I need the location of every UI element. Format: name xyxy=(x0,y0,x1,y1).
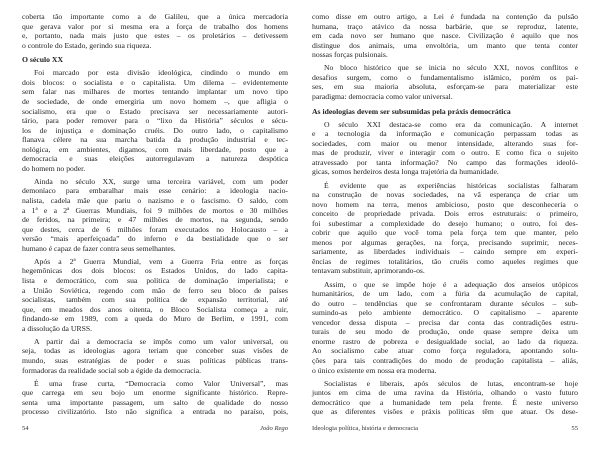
text-line: e, portanto, nada mais justo que estes – os proletários – detivessem xyxy=(22,31,288,41)
text-line: seja, todas as ideologias agora teriam que conceber suas visões de xyxy=(22,346,288,356)
paragraph xyxy=(312,280,578,375)
running-head-author: João Rego xyxy=(259,425,288,432)
text-line: do homem no poder. xyxy=(22,163,86,173)
text-line: de feridos, na primeira; e 47 milhões de mortos, na segunda, sendo xyxy=(22,215,288,225)
text-line: A partir daí a democracia se impôs como um valor universal, ou xyxy=(34,336,288,346)
right-page-footer xyxy=(312,425,578,432)
section-heading: O século XX xyxy=(22,55,63,65)
text-line: versão “mais aperfeiçoada” do inferno e da bestialidade que o ser xyxy=(22,234,288,244)
text-line: foi subestimar a complexidade do desejo humano; o outro, foi des- xyxy=(312,218,578,228)
text-line: que carrega em seu bojo um enorme significante histórico. Repre- xyxy=(22,388,288,398)
paragraph xyxy=(312,181,578,276)
text-line: No bloco histórico que se inicia no século XXI, novos conflitos e xyxy=(324,63,578,73)
text-line: que as diferentes visões e práxis políticas têm que atuar. Os dese- xyxy=(312,407,578,417)
paragraph xyxy=(22,177,288,253)
text-line: como disse em outro artigo, a Lei é fundada na contenção da pulsão xyxy=(312,12,578,21)
text-line: Assim, o que se impõe hoje é a adequação dos anseios utópicos xyxy=(324,279,578,289)
paragraph xyxy=(312,379,578,417)
text-line: a 1ª e a 2ª Guerras Mundiais, foi 9 milhões de mortos e 30 milhões xyxy=(22,205,288,215)
text-line: o único existente em nossa era moderna. xyxy=(312,365,437,375)
text-line: gicas, somos herdeiros desta longa trajetória da humanidade. xyxy=(312,167,499,177)
text-line: coberta tão importante como a de Galileu, que a única mercadoria xyxy=(22,12,288,21)
text-line: findando-se em 1989, com a queda do Muro de Berlim, e 1991, com xyxy=(22,314,288,324)
text-line: de sociedade, de onde emergiria um novo homem –, que afligia o xyxy=(22,96,288,106)
text-line: Foi marcado por esta divisão ideológica, cindindo o mundo em xyxy=(34,68,288,78)
text-line: em cada novo ser humano que nasce. Civilização é aquilo que nos xyxy=(312,31,578,41)
text-line: processo civilizatório. Isto não significa a entrada no paraíso, pois, xyxy=(22,407,288,417)
text-line: lista e democrático, com sua política de dominação imperialista; e xyxy=(22,276,288,285)
text-line: mundo, suas estratégias de poder e suas políticas públicas trans- xyxy=(22,355,288,365)
text-line: enorme rastro de pobreza e desigualdade social, ao lado da riqueza. xyxy=(312,336,578,346)
text-line: sem falar nas milhares de mortes tentando implantar um novo tipo xyxy=(22,87,288,97)
text-line: mas de produzir, viver e interagir com o outro. E como fica o sujeito xyxy=(312,148,578,158)
text-line: socialismo, era que o Estado precisava ser necessariamente autori- xyxy=(22,106,288,116)
paragraph xyxy=(22,257,288,333)
page-number: 54 xyxy=(22,425,29,432)
text-line: Ao socialismo cabe atuar como força reguladora, apontando solu- xyxy=(312,346,578,356)
text-line: nossas forças pulsionais. xyxy=(312,50,388,60)
text-line: ções para tais contradições do modo de produção capitalista – aliás, xyxy=(312,355,578,365)
text-line: los de injustiça e dominação cruéis. Do outro lado, o capitalismo xyxy=(22,125,288,135)
text-line: a União Soviética, regendo com mão de ferro seu bloco de países xyxy=(22,285,288,295)
text-line: vencedor dessa disputa – precisa dar conta das contradições estru- xyxy=(312,317,578,327)
text-line: que gerava valor por si mesma era a força de trabalho dos homens xyxy=(22,21,288,31)
text-line: a dissolução da URSS. xyxy=(22,323,93,333)
text-line: turais de seu modo de produção, onde quase sempre deixa um xyxy=(312,327,578,337)
section-heading: As ideologias devem ser subsumidas pela práxis democrática xyxy=(312,106,511,116)
continued-paragraph xyxy=(312,12,578,60)
paragraph xyxy=(22,379,288,417)
running-head-title: Ideologia política, história e democracia xyxy=(312,425,419,432)
text-line: ências de regimes totalitários, tão cruéis como aqueles regimes que xyxy=(312,256,578,266)
text-line: sumindo-as pelo ambiente democrático. O capitalismo – aparente xyxy=(312,308,578,318)
text-line: hegemônicas dos dois blocos: os Estados Unidos, do lado capita- xyxy=(22,266,288,276)
text-line: ses, em sua maioria absoluta, esforçam-se para materializar este xyxy=(312,82,578,92)
left-page-footer xyxy=(22,425,288,432)
text-line: e a tecnologia da informação e comunicação perpassam todas as xyxy=(312,129,578,139)
text-line: É uma frase curta, “Democracia como Valor Universal”, mas xyxy=(34,378,288,388)
text-line: formadoras da realidade social sob a égide da democracia. xyxy=(22,365,202,375)
text-line: humanitários, de um lado, com a fúria da acumulação de capital, xyxy=(312,289,578,299)
text-line: distingue dos animais, uma envoltória, um manto que tenta conter xyxy=(312,40,578,50)
text-line: demoníaco para embaralhar mais esse cenário: a ideologia nacio- xyxy=(22,186,288,196)
text-line: tentavam substituir, aprimorando-os. xyxy=(312,266,425,276)
text-line: É evidente que as experiências históricas socialistas falharam xyxy=(324,180,578,190)
page-number: 55 xyxy=(571,425,578,432)
text-line: menos por algumas gerações, na força, precisando suprimir, neces- xyxy=(312,237,578,247)
paragraph xyxy=(22,337,288,375)
text-line: cobrir que aquilo que você toma pela força tem que manter, pelo xyxy=(312,228,578,238)
text-line: humana, traço atávico da nossa barbárie, que se reproduz, latente, xyxy=(312,21,578,31)
text-line: democracia e suas eleições autorregulavam a natureza despótica xyxy=(22,154,288,164)
continued-paragraph xyxy=(22,12,288,50)
text-line: na construção de novas sociedades, na vã esperança de criar um xyxy=(312,190,578,200)
right-page-text xyxy=(312,12,578,417)
left-page-text xyxy=(22,12,288,417)
text-line: paradigma: democracia como valor universal. xyxy=(312,91,453,101)
text-line: tário, para poder remover para o “lixo da História” séculos e sécu- xyxy=(22,116,288,126)
text-line: que destes, cerca de 6 milhões foram executados no Holocausto – a xyxy=(22,224,288,234)
text-line: flanava célere na sua marcha batida da produção industrial e tec- xyxy=(22,135,288,145)
text-line: nológica, em ambientes, digamos, com mais liberdade, posto que a xyxy=(22,144,288,154)
text-line: que, em meados dos anos oitenta, o Bloco Socialista começa a ruir, xyxy=(22,304,288,314)
text-line: O século XXI destaca-se como era da comunicação. A internet xyxy=(324,119,578,129)
text-line: socialistas, também com sua política de expansão territorial, até xyxy=(22,295,288,305)
text-line: Socialistas e liberais, após séculos de lutas, encontram-se hoje xyxy=(324,378,578,388)
paragraph xyxy=(312,120,578,177)
text-line: Ainda no século XX, surge uma terceira variável, com um poder xyxy=(34,176,288,186)
text-line: desafios surgem, como o fundamentalismo islâmico, porém os paí- xyxy=(312,72,578,82)
text-line: atravessado por tanta informação? No campo das formações ideoló- xyxy=(312,157,578,167)
text-line: do outro – tendências que se confrontaram durante séculos – sub- xyxy=(312,298,578,308)
text-line: Após a 2ª Guerra Mundial, vem a Guerra Fria entre as forças xyxy=(34,256,288,266)
text-line: o controle do Estado, gerindo sua riqueza. xyxy=(22,40,152,50)
text-line: democrático que a humanidade tem pela frente. É neste universo xyxy=(312,397,578,407)
text-line: nalista, cadela mãe que pariu o nazismo e o fascismo. O saldo, com xyxy=(22,196,288,206)
text-line: senta uma importante passagem, um salto de qualidade do nosso xyxy=(22,397,288,407)
text-line: novo homem na terra, menos ambicioso, posto que desconheceria o xyxy=(312,199,578,209)
text-line: juntos em cima de uma ravina da História, olhando o vasto futuro xyxy=(312,388,578,398)
text-line: humano é capaz de fazer contra seus semelhantes. xyxy=(22,243,176,253)
text-line: conceito de propriedade privada. Dois erros estruturais: o primeiro, xyxy=(312,209,578,219)
paragraph xyxy=(312,63,578,101)
text-line: sociedades, com maior ou menor intensidade, alterando suas for- xyxy=(312,138,578,148)
text-line: sariamente, as liberdades individuais – caindo sempre em experi- xyxy=(312,247,578,257)
paragraph xyxy=(22,68,288,173)
text-line: dois blocos: o socialista e o capitalista. Um dilema – evidentemente xyxy=(22,77,288,87)
